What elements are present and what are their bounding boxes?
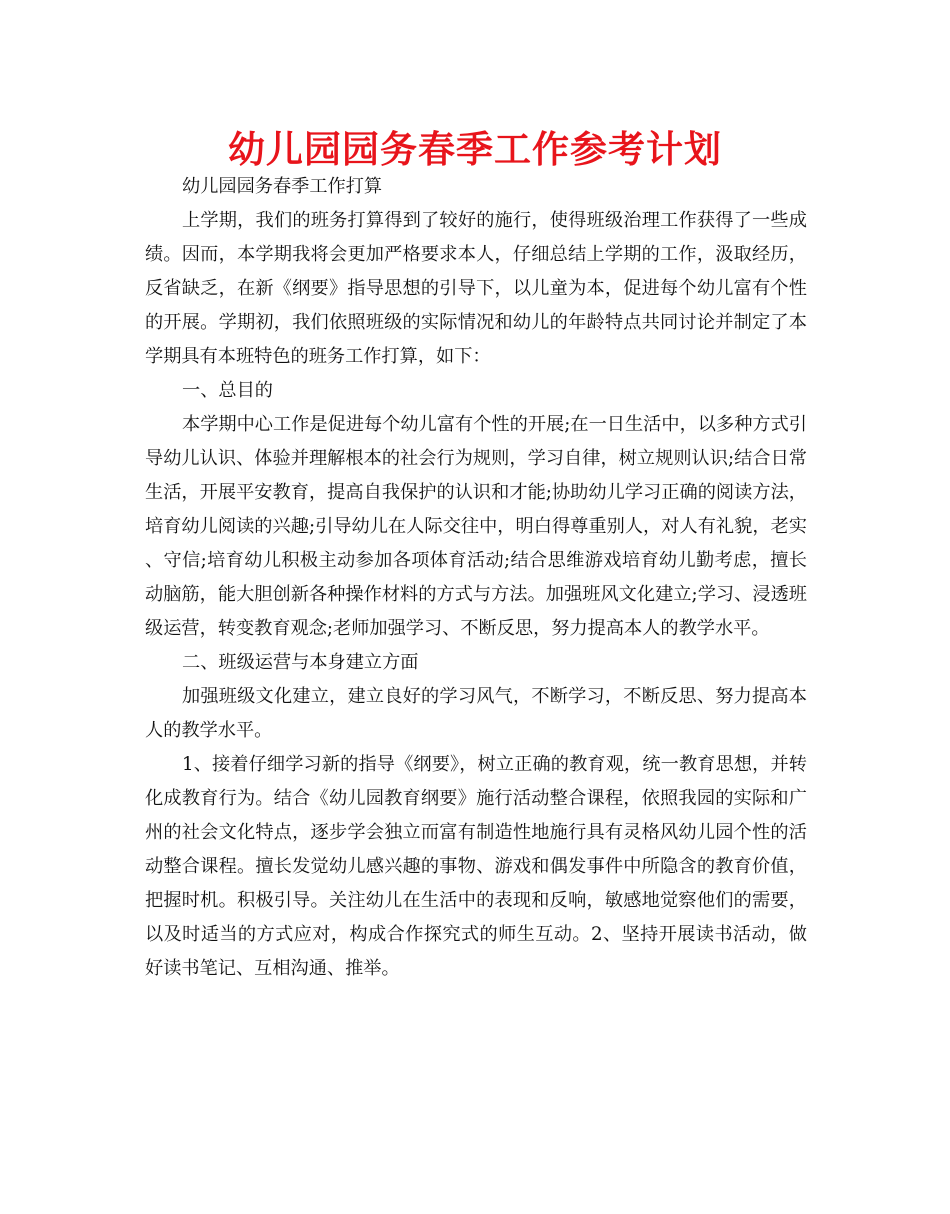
paragraph-item-1: 1、接着仔细学习新的指导《纲要》，树立正确的教育观，统一教育思想，并转化成教育行为。结合《幼儿园教育纲要》施行活动整合课程，依照我园的实际和广州的社会文化特点，逐步学会独立而富有制造性地施行具有灵格风幼儿园个性的活动整合课程。擅长发觉幼儿感兴趣的事物、游戏和偶发事件中所隐含的教育价值，把握时机。积极引导。关注幼儿在生活中的表现和反响，敏感地觉察他们的需要，以及时适当的方式应对，构成合作探究式的师生互动。2、坚持开展读书活动，做好读书笔记、互相沟通、推举。 xyxy=(145,754,807,979)
paragraph-subtitle: 幼儿园园务春季工作打算 xyxy=(182,176,383,197)
document-title: 幼儿园园务春季工作参考计划 xyxy=(228,128,722,171)
paragraph-intro: 上学期，我们的班务打算得到了较好的施行，使得班级治理工作获得了一些成绩。因而，本学期我将会更加严格要求本人，仔细总结上学期的工作，汲取经历，反省缺乏，在新《纲要》指导思想的引导下，以儿童为本，促进每个幼儿富有个性的开展。学期初，我们依照班级的实际情况和幼儿的年龄特点共同讨论并制定了本学期具有本班特色的班务工作打算，如下： xyxy=(145,210,807,367)
document-body xyxy=(145,170,807,986)
section-heading-1: 一、总目的 xyxy=(182,380,273,401)
paragraph-class-culture: 加强班级文化建立，建立良好的学习风气，不断学习，不断反思、努力提高本人的教学水平。 xyxy=(145,686,807,741)
section-heading-2: 二、班级运营与本身建立方面 xyxy=(182,652,419,673)
paragraph-goals: 本学期中心工作是促进每个幼儿富有个性的开展;在一日生活中，以多种方式引导幼儿认识、体验并理解根本的社会行为规则，学习自律，树立规则认识;结合日常生活，开展平安教育，提高自我保护的认识和才能;协助幼儿学习正确的阅读方法，培育幼儿阅读的兴趣;引导幼儿在人际交往中，明白得尊重别人，对人有礼貌，老实、守信;培育幼儿积极主动参加各项体育活动;结合思维游戏培育幼儿勤考虑，擅长动脑筋，能大胆创新各种操作材料的方式与方法。加强班风文化建立;学习、浸透班级运营，转变教育观念;老师加强学习、不断反思，努力提高本人的教学水平。 xyxy=(145,414,807,639)
